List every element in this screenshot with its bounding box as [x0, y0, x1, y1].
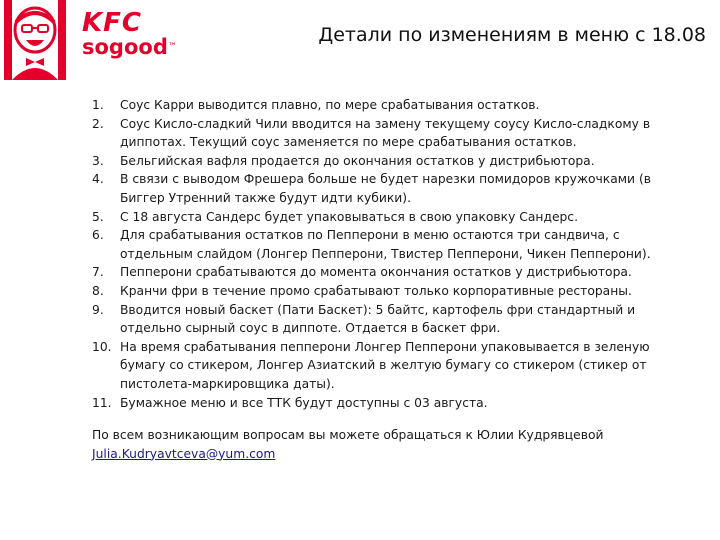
kfc-sogood-logo: [82, 10, 192, 62]
list-item-number: 8.: [92, 283, 104, 298]
main-content: [92, 96, 682, 463]
changes-list: [92, 96, 682, 412]
email-link[interactable]: Julia.Kudryavtceva@yum.com: [92, 446, 276, 461]
list-item-text: Бумажное меню и все ТТК будут доступны с 03 августа.: [120, 395, 488, 410]
list-item-number: 6.: [92, 228, 104, 243]
list-item: [92, 115, 682, 152]
list-item: [92, 263, 682, 282]
list-item-number: 11.: [92, 395, 112, 410]
header: [0, 0, 720, 72]
list-item-number: 4.: [92, 172, 104, 187]
list-item: [92, 96, 682, 115]
contact-block: [92, 426, 682, 463]
list-item-text: Соус Карри выводится плавно, по мере срабатывания остатков.: [120, 98, 540, 112]
list-item: [92, 170, 682, 207]
logo-brand: KFC: [82, 8, 142, 38]
list-item-text: На время срабатывания пепперони Лонгер Пепперони упаковывается в зеленую бумагу со стикером, Лонгер Азиатский в желтую бумагу со стикером (стикер от пистолета-маркировщика даты).: [120, 339, 650, 391]
list-item-text: Соус Кисло-сладкий Чили вводится на замену текущему соусу Кисло-сладкому в диппотах. Текущий соус заменяется по мере срабатывания остатков.: [120, 116, 651, 150]
list-item-number: 5.: [92, 209, 104, 224]
list-item: [92, 338, 682, 394]
list-item-text: В связи с выводом Фрешера больше не будет нарезки помидоров кружочками (в Биггер Утренний также будут идти кубики).: [120, 172, 651, 205]
logo-tagline: sogood: [82, 35, 168, 59]
list-item-text: Бельгийская вафля продается до окончания остатков у дистрибьютора.: [120, 153, 595, 168]
list-item: [92, 282, 682, 301]
list-item-number: 1.: [92, 98, 104, 112]
list-item: [92, 301, 682, 338]
list-item-number: 2.: [92, 116, 104, 131]
list-item-number: 3.: [92, 153, 104, 168]
list-item-text: Кранчи фри в течение промо срабатывают только корпоративные рестораны.: [120, 283, 632, 298]
page-title: Детали по изменениям в меню с 18.08: [318, 24, 706, 46]
list-item-text: Для срабатывания остатков по Пепперони в меню остаются три сандвича, с отдельным слайдом (Лонгер Пепперони, Твистер Пепперони, Чикен Пепперони).: [120, 228, 651, 261]
list-item-number: 10.: [92, 339, 112, 354]
list-item: [92, 208, 682, 227]
list-item: [92, 394, 682, 413]
logo-tm: ™: [167, 42, 177, 52]
list-item: [92, 152, 682, 171]
list-item-text: Пепперони срабатываются до момента окончания остатков у дистрибьютора.: [120, 265, 632, 280]
colonel-logo-icon: [0, 0, 70, 80]
contact-text: По всем возникающим вопросам вы можете обращаться к Юлии Кудрявцевой: [92, 428, 604, 443]
list-item-text: Вводится новый баскет (Пати Баскет): 5 байтс, картофель фри стандартный и отдельно сырный соус в диппоте. Отдается в баскет фри.: [120, 302, 636, 336]
list-item-number: 7.: [92, 265, 104, 280]
list-item: [92, 226, 682, 263]
list-item-number: 9.: [92, 302, 104, 317]
list-item-text: С 18 августа Сандерс будет упаковываться в свою упаковку Сандерс.: [120, 209, 578, 224]
